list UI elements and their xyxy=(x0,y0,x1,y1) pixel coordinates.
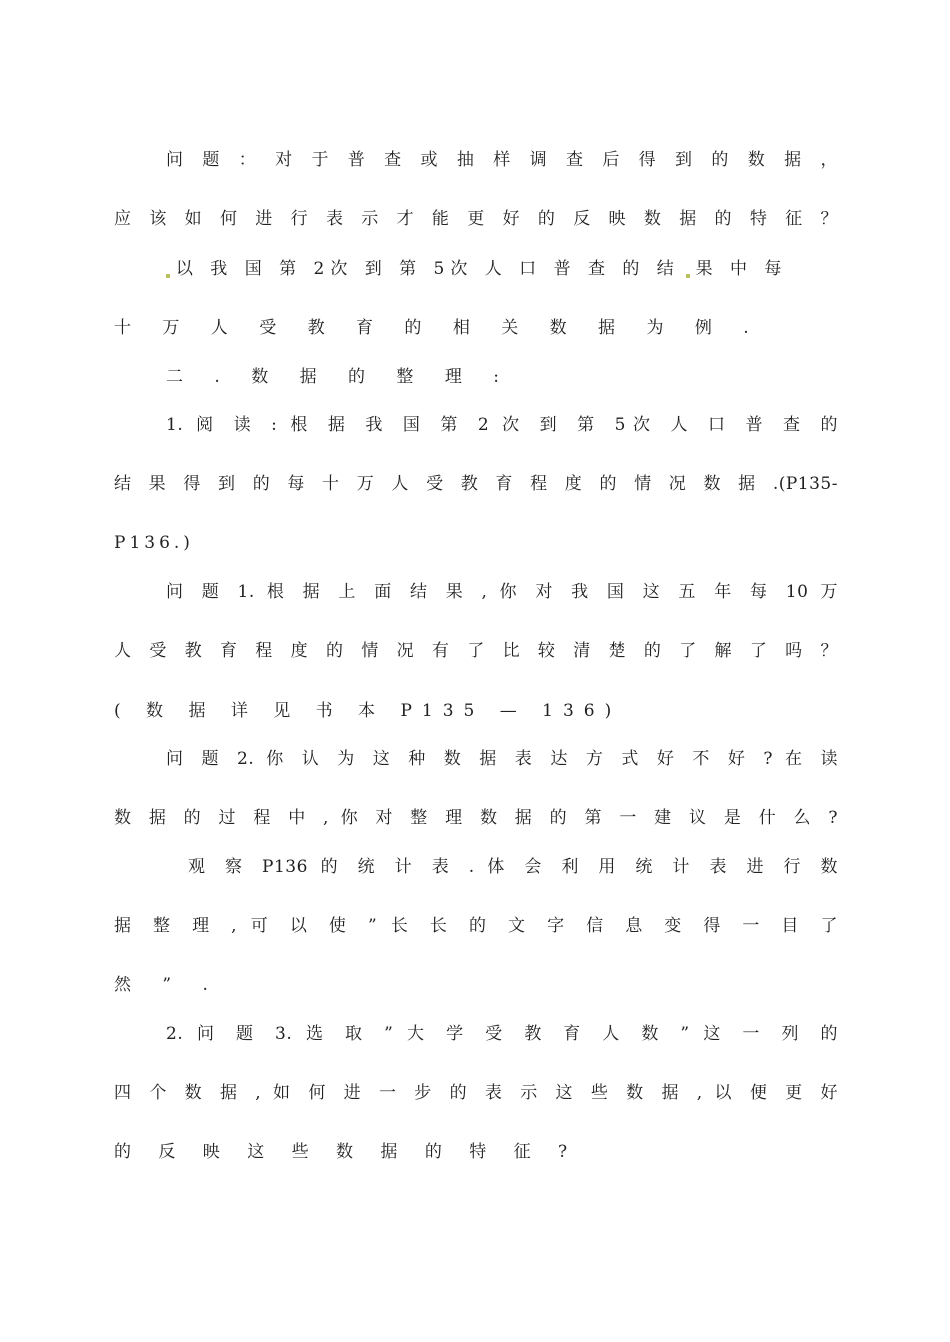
text-line-3b: 果 中 每 xyxy=(695,259,788,279)
text-line-11: 问 题 2. 你 认 为 这 种 数 据 表 达 方 式 好 不 好 ? 在 读 xyxy=(166,749,838,769)
highlight-mark xyxy=(686,274,690,278)
text-line-2: 应 该 如 何 进 行 表 示 才 能 更 好 的 反 映 数 据 的 特 征 ？ xyxy=(114,209,838,229)
text-line-6: 结 果 得 到 的 每 十 万 人 受 教 育 程 度 的 情 况 数 据 .(P135- xyxy=(114,474,838,494)
highlight-mark xyxy=(166,274,170,278)
text-line-1: 问 题 ： 对 于 普 查 或 抽 样 调 查 后 得 到 的 数 据 ， xyxy=(166,150,838,170)
text-line-5: 1. 阅 读 : 根 据 我 国 第 2 次 到 第 5次 人 口 普 查 的 xyxy=(166,415,838,435)
text-line-9: 人 受 教 育 程 度 的 情 况 有 了 比 较 清 楚 的 了 解 了 吗 ？ xyxy=(114,641,838,661)
text-line-17: 四 个 数 据 , 如 何 进 一 步 的 表 示 这 些 数 据 , 以 便 更 好 xyxy=(114,1083,838,1103)
text-line-10: ( 数 据 详 见 书 本 P135 — 136) xyxy=(114,701,622,721)
text-line-12: 数 据 的 过 程 中 , 你 对 整 理 数 据 的 第 一 建 议 是 什 么 ? xyxy=(114,808,838,828)
section-heading: 二 . 数 据 的 整 理 : xyxy=(166,367,512,387)
text-line-14: 据 整 理 , 可 以 使 ” 长 长 的 文 字 信 息 变 得 一 目 了 xyxy=(114,916,838,936)
text-line-8: 问 题 1. 根 据 上 面 结 果 , 你 对 我 国 这 五 年 每 10 万 xyxy=(166,582,838,602)
text-line-18: 的 反 映 这 些 数 据 的 特 征 ? xyxy=(114,1142,579,1162)
text-line-7: P136.) xyxy=(114,533,194,553)
text-line-16: 2. 问 题 3. 选 取 ” 大 学 受 教 育 人 数 ” 这 一 列 的 xyxy=(166,1024,838,1044)
text-line-4: 十 万 人 受 教 育 的 相 关 数 据 为 例 . xyxy=(114,318,762,338)
text-line-3 xyxy=(166,257,838,281)
text-line-13: 观 察 P136 的 统 计 表 . 体 会 利 用 统 计 表 进 行 数 xyxy=(188,857,838,877)
text-line-3a: 以 我 国 第 2次 到 第 5次 人 口 普 查 的 结 xyxy=(175,259,680,279)
text-line-15: 然 ” . xyxy=(114,975,221,995)
